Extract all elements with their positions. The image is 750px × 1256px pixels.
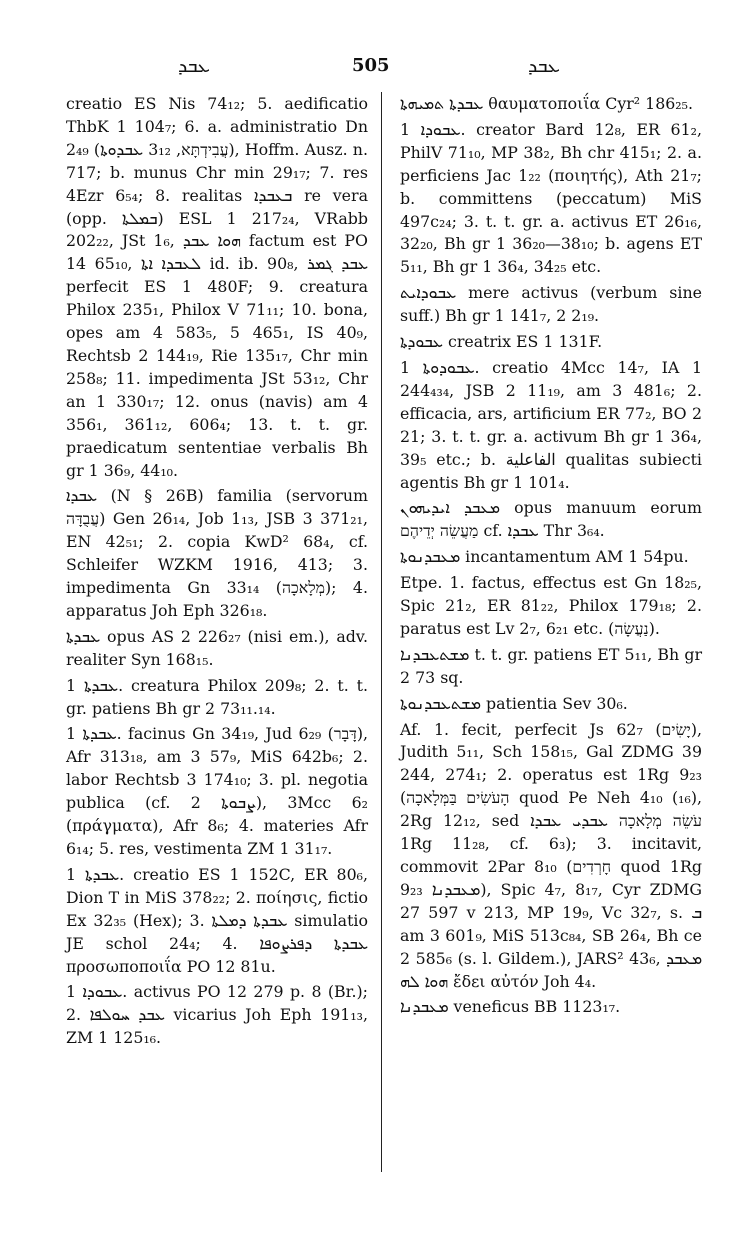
running-head-left: ܥܒܕ: [178, 55, 210, 77]
running-head-right: ܥܒܕ: [528, 55, 560, 77]
dictionary-entry: ܥܒܘܕܐ 1. activus PO 12 279 p. 8 (Br.); 2. ܥܒܕ ܚܘܠܦܐ vicarius Joh Eph 191₁₃, ZM 1 125₁₆.: [66, 982, 369, 1048]
dictionary-entry: ܥܒܘܕܬܐ creatrix ES 1 131F.: [400, 332, 603, 352]
dictionary-entry: ܥܒܕܬܐ 1. creatio ES 1 152C, ER 80₆, Dion T in MiS 378₂₂; 2. ποίησις, fictio Ex 32₃₅ (Hex); 3. ܥܒܕܬܐ ܕܡܠܬܐ simulatio JE schol 24₄; 4. ܥܒܕܬܐ ܕܦܪܨܘܦܐ προσωποποιΐα PO 12 81u.: [66, 864, 369, 976]
dictionary-entry: Etpe. 1. factus, effectus est Gn 18₂₅, Spic 21₂, ER 81₂₂, Philox 179₁₈; 2. paratus est Lv 2₇, 6₂₁ etc. (נַעֲשָׂה).: [400, 573, 702, 638]
dictionary-entry: ܡܥܒܕ ܐܝܕܝܗܘܢ opus manuum eorum מַעֲשֵׂה יְדֵיהֶם cf. ܥܒܕܐ Thr 3₆₄.: [400, 498, 702, 541]
page-number: 505: [352, 55, 390, 76]
page-header: [0, 55, 750, 85]
dictionary-entry: ܥܒܘܕܘܬܐ 1. creatio 4Mcc 14₇, IA 1 244₄₃₄, JSB 2 11₁₉, am 3 481₆; 2. efficacia, ars, artificium ER 77₂, BO 2 21; 3. t. t. gr. a. activum Bh gr 1 36₄, 39₅ etc.; b. الفاعلية qualitas subiecti agentis Bh gr 1 101₄.: [400, 357, 702, 492]
left-column: [66, 93, 368, 1053]
dictionary-entry: ܡܫܬܥܒܕܢܐ t. t. gr. patiens ET 5₁₁, Bh gr 2 73 sq.: [400, 644, 702, 687]
dictionary-entry: ܥܒܕܬܐ opus AS 2 226₂₇ (nisi em.), adv. realiter Syn 168₁₅.: [66, 626, 368, 669]
dictionary-entry: ܥܒܕܬܐ 1. facinus Gn 34₁₉, Jud 6₂₉ (דָּבָר), Afr 313₁₈, am 3 57₉, MiS 642b₆; 2. labor Rechtsb 3 174₁₀; 3. pl. negotia publica (cf. ܨܒܘܬܐ 2), 3Mcc 6₂ (πράγματα), Afr 8₆; 4. materies Afr 6₁₄; 5. res, vestimenta ZM 1 31₁₇.: [66, 724, 368, 858]
dictionary-entry: ܥܒܕܬܐ ܬܡܝܗܬܐ θαυματοποιΐα Cyr² 186₂₅.: [400, 94, 693, 113]
dictionary-entry: ܡܫܬܥܒܕܢܘܬܐ patientia Sev 30₆.: [400, 693, 628, 713]
dictionary-entry: ܡܥܒܕܢܘܬܐ incantamentum AM 1 54pu.: [400, 547, 689, 567]
dictionary-entry: ܥܒܕܐ (N § 26B) familia (servorum עֲבֻדָּה) Gen 26₁₄, Job 1₁₃, JSB 3 371₂₁, EN 42₅₁; 2. copia KwD² 68₄, cf. Schleifer WZKM 1916, 413; 3. impedimenta Gn 33₁₄ (מְלָאכָה); 4. apparatus Joh Eph 326₁₈.: [66, 486, 368, 620]
dictionary-entry: ܡܥܒܕܢܐ veneficus BB 1123₁₇.: [400, 997, 621, 1017]
column-divider: [381, 92, 382, 1172]
dictionary-entry: Af. 1. fecit, perfecit Js 62₇ (יָשִׂים), Judith 5₁₁, Sch 158₁₅, Gal ZDMG 39 244, 274₁; 2. operatus est 1Rg 9₂₃ (הָעֹשִׂים בַּמְּלָאכָה quod Pe Neh 4₁₀ (₁₆), 2Rg 12₁₂, sed עֹשֵׂה מְלָאכָה ܥܒܕܝ ܥܒܕܐ 1Rg 11₂₈, cf. 6₃); 3. incitavit, commovit 2Par 8₁₀ (חָרְדִים quod 1Rg 9₂₃ ܡܥܒܕܢܐ), Spic 4₇, 8₁₇, Cyr ZDMG 27 597 v 213, MP 19₉, Vc 32₇, s. ܒ am 3 601₉, MiS 513c₈₄, SB 26₄, Bh ce 2 585₆ (s. l. Gildem.), JARS² 43₆, ܡܥܒܕ ܗܘܐ ܠܗ ἔδει αὐτόν Joh 4₄.: [400, 719, 703, 991]
dictionary-entry: ܥܒܘܕܐܝܬ mere activus (verbum sine suff.) Bh gr 1 141₇, 2 2₁₉.: [400, 283, 702, 326]
right-column: [400, 93, 702, 1022]
dictionary-entry: ܥܒܕܬܐ 1. creatura Philox 209₈; 2. t. t. gr. patiens Bh gr 2 73₁₁.₁₄.: [66, 675, 368, 718]
dictionary-entry: ܥܒܘܕܐ 1. creator Bard 12₈, ER 61₂, PhilV 71₁₀, MP 38₂, Bh chr 415₁; 2. a. perficiens Jac 1₂₂ (ποιητής), Ath 21₇; b. committens (peccatum) MiS 497c₂₄; 3. t. t. gr. a. activus ET 26₁₆, 32₂₀, Bh gr 1 36₂₀—38₁₀; b. agens ET 5₁₁, Bh gr 1 36₄, 34₂₅ etc.: [400, 119, 702, 277]
dictionary-entry: creatio ES Nis 74₁₂; 5. aedificatio ThbK 1 104₇; 6. a. administratio Dn 2₄₉ (עֲבִידְתָּא, 3₁₂ ܥܒܕܘܬܐ), Hoffm. Ausz. n. 717; b. munus Chr min 29₁₇; 7. res 4Ezr 6₅₄; 8. realitas ܒܥܒܕܐ re vera (opp. ܒܡܠܬܐ) ESL 1 217₂₄, VRabb 202₂₂, JSt 1₆, ܗܘܐ ܥܒܕ factum est PO 14 65₁₀, ܠܥܒܕܐ ܐܬܐ id. ib. 90₈, ܥܒܕ ܓܡܪ perfecit ES 1 480F; 9. creatura Philox 235₁, Philox V 71₁₁; 10. bona, opes am 4 583₅, 5 465₁, IS 40₉, Rechtsb 2 144₁₉, Rie 135₁₇, Chr min 258₈; 11. impedimenta JSt 53₁₂, Chr an 1 330₁₇; 12. onus (navis) am 4 356₁, 361₁₂, 606₄; 13. t. t. gr. praedicatum sententiae verbalis Bh gr 1 36₉, 44₁₀.: [66, 94, 369, 480]
